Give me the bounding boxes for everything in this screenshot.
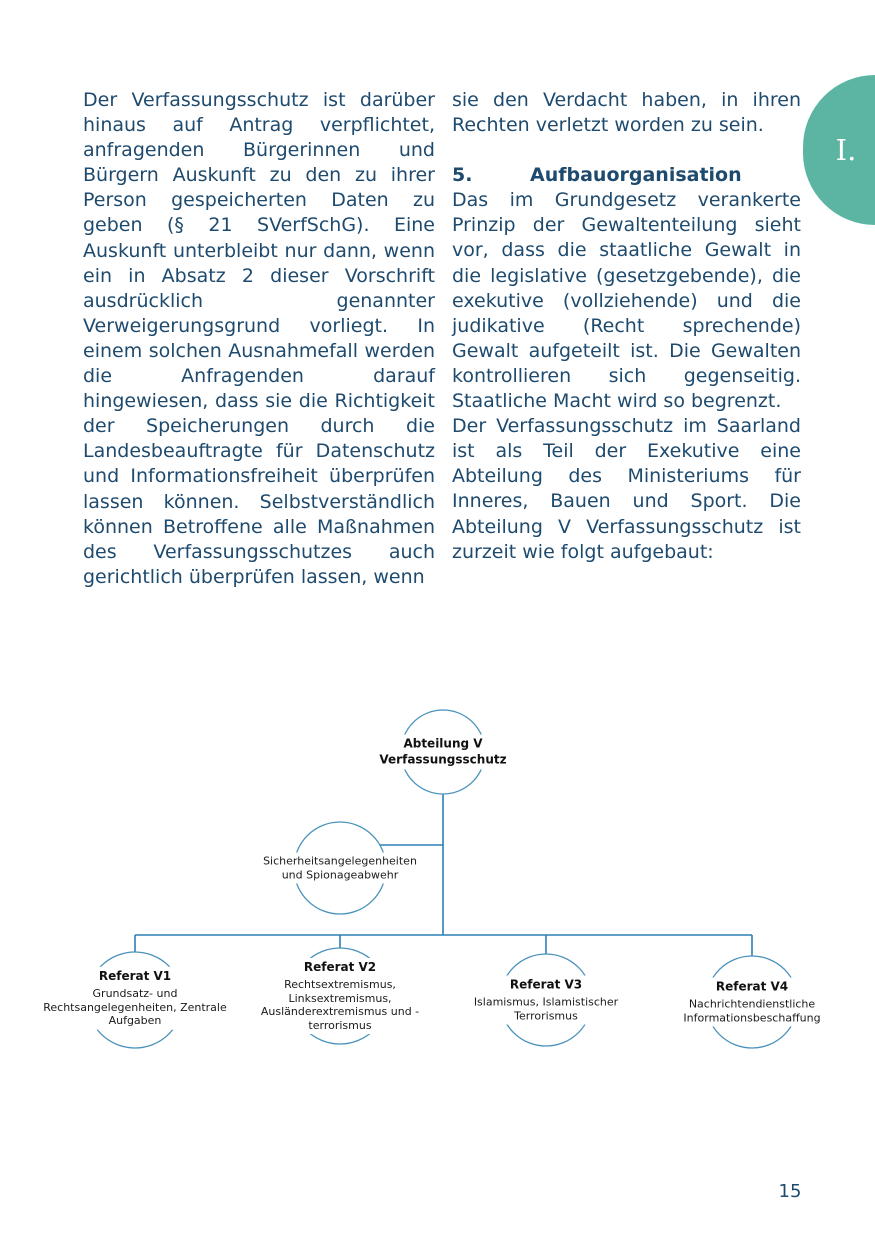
text-column-right [452,88,801,565]
page-number: 15 [778,1181,802,1202]
section-heading [452,163,801,188]
orgchart-node-referat-v1 [25,967,246,1030]
referat-v1-title: Referat V1 [98,968,172,983]
section-tab [803,75,875,225]
section-heading-number: 5. [452,164,473,187]
orgchart-node-referat-v3 [461,976,632,1025]
paragraph: Das im Grundgesetz verankerte Prinzip der Gewaltenteilung sieht vor, dass die staatliche Gewalt in die legislative (gesetzgebende), die exekutive (vollziehende) und die judikative (Recht sprechende) Gewalt aufgeteilt ist. Die Gewalten kontrollieren sich gegenseitig. Staatliche Macht wird so begrenzt. [452,189,801,413]
orgchart-node-referat-v4 [669,978,835,1027]
text-column-left [83,88,435,590]
section-tab-label: I. [835,132,857,167]
referat-v3-title: Referat V3 [509,977,583,992]
paragraph: Der Verfassungsschutz im Saarland ist als Teil der Exekutive eine Abteilung des Ministeriums für Inneres, Bauen und Sport. Die Abteilung V Verfassungsschutz ist zurzeit wie folgt aufgebaut: [452,415,801,563]
referat-v2-title: Referat V2 [303,960,377,974]
paragraph: sie den Verdacht haben, in ihren Rechten verletzt worden zu sein. [452,89,801,137]
orgchart-node-staff-unit [252,853,428,884]
referat-v1-desc: Grundsatz- und Rechtsangelegenheiten, Zentrale Aufgaben [43,986,227,1027]
staff-unit-label: Sicherheitsangelegenheiten und Spionageabwehr [263,854,417,881]
referat-v3-desc: Islamismus, Islamistischer Terrorismus [473,995,619,1022]
paragraph: Der Verfassungsschutz ist darüber hinaus auf Antrag verpflichtet, anfragenden Bürgerinnen und Bürgern Auskunft zu den zu ihrer Person gespeicherten Daten zu geben (§ 21 SVerfSchG). Eine Auskunft unterbleibt nur dann, wenn ein in Absatz 2 dieser Vorschrift ausdrücklich genannter Verweigerungsgrund vorliegt. In einem solchen Ausnahmefall werden die Anfragenden darauf hingewiesen, dass sie die Richtigkeit der Speicherungen durch die Landesbeauftragte für Datenschutz und Informationsfreiheit überprüfen lassen können. Selbstverständlich können Betroffene alle Maßnahmen des Verfassungsschutzes auch gerichtlich überprüfen lassen, wenn [83,89,435,588]
orgchart-node-referat-v2 [245,958,436,1034]
orgchart-node-root [375,735,511,770]
referat-v2-desc: Rechtsextremismus, Linksextremismus, Ausländerextremismus und - terrorismus [260,978,420,1032]
section-heading-title: Aufbauorganisation [530,164,742,187]
root-node-line2: Verfassungsschutz [379,752,507,766]
referat-v4-title: Referat V4 [715,979,789,994]
referat-v4-desc: Nachrichtendienstliche Informationsbeschaffung [683,997,821,1024]
organisation-chart [0,680,875,1110]
root-node-line1: Abteilung V [403,736,483,751]
